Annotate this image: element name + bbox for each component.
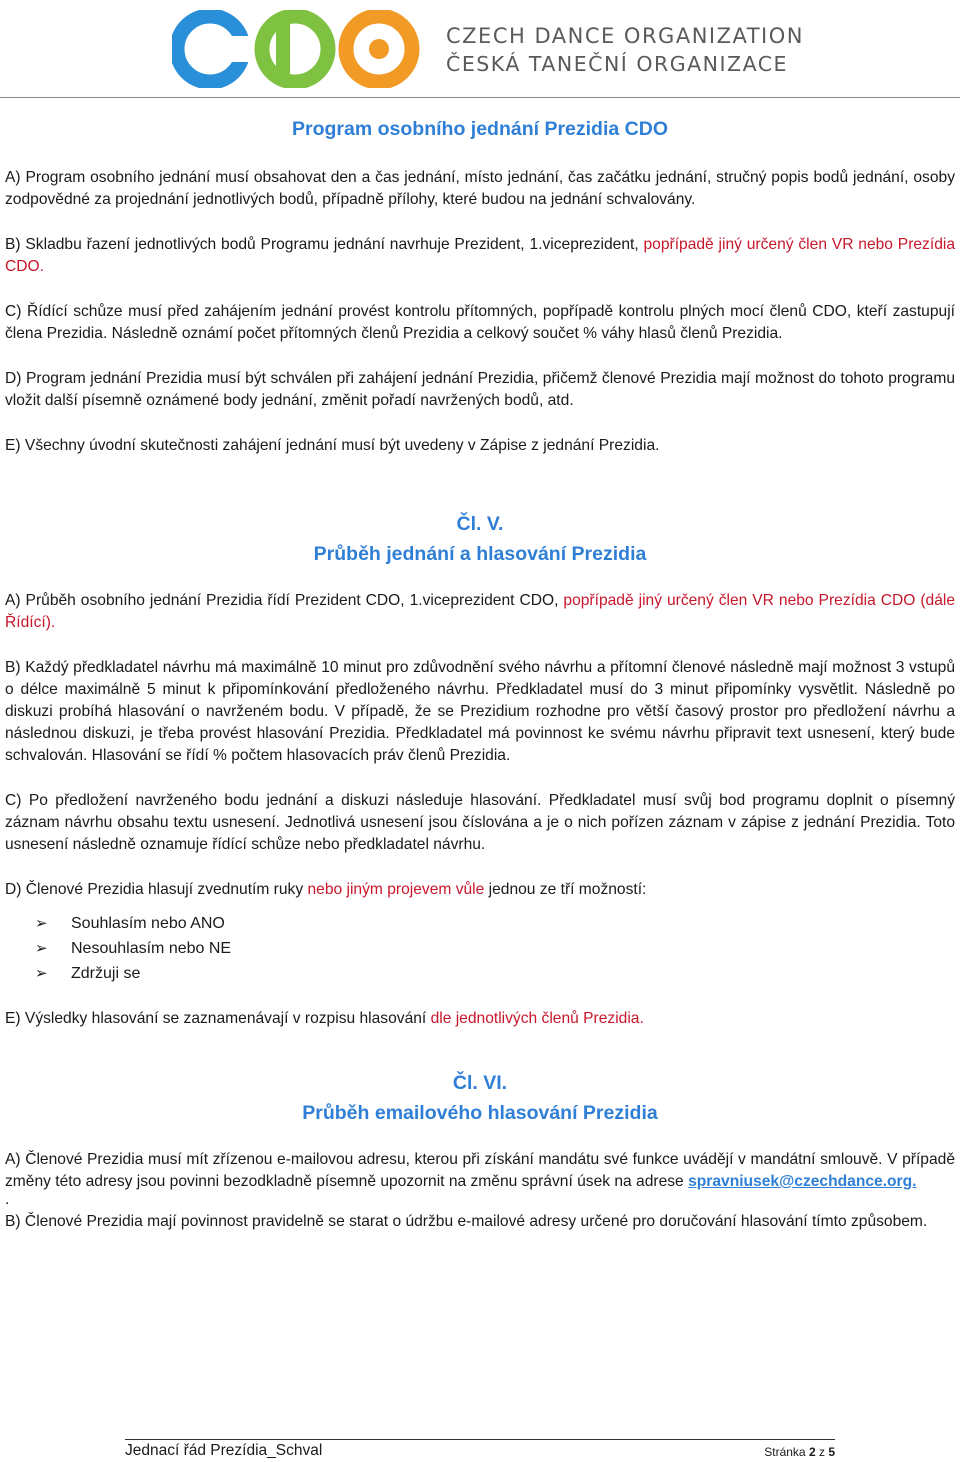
section-5-d-amendment: nebo jiným projevem vůle — [307, 881, 485, 898]
program-paragraph-d: D) Program jednání Prezidia musí být schválen při zahájení jednání Prezidia, přičemž členové Prezidia mají možnost do tohoto programu vložit další písemně oznámené body jednání, změnit pořadí navržených bodů, atd. — [5, 370, 955, 409]
section-5-heading — [5, 509, 955, 569]
voting-options-list — [5, 911, 955, 986]
program-paragraph-b — [5, 234, 955, 278]
footer-document-name: Jednací řád Prezídia_Schval — [125, 1442, 323, 1459]
page-current: 2 — [808, 1445, 816, 1459]
section-6-title: Průběh emailového hlasování Prezidia — [302, 1102, 658, 1124]
page-of: z — [818, 1445, 825, 1459]
voting-option-label: Nesouhlasím nebo NE — [71, 940, 232, 957]
section-5-title: Průběh jednání a hlasování Prezidia — [313, 543, 647, 565]
voting-option-label: Souhlasím nebo ANO — [71, 915, 225, 932]
program-paragraph-c: C) Řídící schůze musí před zahájením jednání provést kontrolu přítomných, popřípadě kontrolu plných mocí členů CDO, kteří zastupují člena Prezidia. Následně oznámí počet přítomných členů Prezidia a celkový součet % váhy hlasů členů Prezidia. — [5, 303, 955, 342]
section-5-d-text-2: jednou ze tří možností: — [484, 881, 647, 898]
section-6-paragraph-b: B) Členové Prezidia mají povinnost pravidelně se starat o údržbu e-mailové adresy určené pro doručování hlasování tímto způsobem. — [5, 1213, 928, 1230]
organization-name-cs: ČESKÁ TANEČNÍ ORGANIZACE — [446, 52, 788, 76]
section-5-number: Čl. V. — [456, 513, 504, 535]
section-5-e-amendment: dle jednotlivých členů Prezidia. — [430, 1010, 644, 1027]
section-6-paragraph-a — [5, 1149, 955, 1193]
stray-period: . — [5, 1191, 10, 1208]
section-6-a-text: A) Členové Prezidia musí mít zřízenou e-mailovou adresu, kterou při získání mandátu své funkce uvádějí v mandátní smlouvě. V případě změny této adresy jsou povinni bezodkladně písemně upozornit na změnu správní úsek na adrese — [5, 1151, 955, 1190]
program-title: Program osobního jednání Prezidia CDO — [292, 118, 668, 140]
program-paragraph-a: A) Program osobního jednání musí obsahovat den a čas jednání, místo jednání, čas začátku jednání, stručný popis bodů jednání, osoby zodpovědné za projednání jednotlivých bodů, případně přílohy, které budou na jednání schvalovány. — [5, 169, 955, 208]
arrow-bullet-icon: ➢ — [35, 915, 48, 932]
arrow-bullet-icon: ➢ — [35, 940, 48, 957]
section-5-paragraph-a — [5, 590, 955, 634]
section-6-heading — [5, 1068, 955, 1128]
section-5-paragraph-b: B) Každý předkladatel návrhu má maximálně 10 minut pro zdůvodnění svého návrhu a přítomní členové následně mají možnost 3 vstupů o délce maximálně 5 minut k připomínkování předloženého návrhu. Předkladatel musí do 3 minut připomínky vysvětlit. Následně po diskuzi probíhá hlasování o navrženém bodu. V případě, že se Prezidium rozhodne pro větší časový prostor pro předložení návrhu a následnou diskuzi, je třeba provést hlasování Prezidia. Předkladatel má povinnost ke svému návrhu připravit text usnesení, který bude schvalován. Hlasování se řídí % počtem hlasovacích práv členů Prezidia. — [5, 659, 955, 764]
section-5-e-text: E) Výsledky hlasování se zaznamenávají v rozpisu hlasování — [5, 1010, 431, 1027]
header-divider — [0, 97, 960, 98]
program-paragraph-e: E) Všechny úvodní skutečnosti zahájení jednání musí být uvedeny v Zápise z jednání Prezidia. — [5, 437, 660, 454]
voting-option-no — [35, 936, 955, 961]
email-link[interactable]: spravniusek@czechdance.org. — [688, 1173, 917, 1190]
voting-option-abstain — [35, 961, 955, 986]
cdo-logo-icon — [172, 10, 422, 88]
section-5-a-text: A) Průběh osobního jednání Prezidia řídí Prezident CDO, 1.viceprezident CDO, — [5, 592, 564, 609]
document-body — [5, 116, 955, 1256]
section-5-a-amendment: popřípadě jiný určený člen VR nebo Prezídia CDO (dále Řídící). — [5, 592, 956, 631]
voting-option-label: Zdržuji se — [71, 965, 141, 982]
footer-page-number — [764, 1445, 835, 1459]
program-b-text: B) Skladbu řazení jednotlivých bodů Programu jednání navrhuje Prezident, 1.viceprezident, — [5, 236, 644, 253]
organization-name — [446, 22, 804, 78]
section-5-paragraph-c: C) Po předložení navrženého bodu jednání a diskuzi následuje hlasování. Předkladatel musí svůj bod programu doplnit o písemný záznam návrhu obsahu textu usnesení. Jednotlivá usnesení jsou číslována a je o nich pořízen záznam v zápise z jednání Prezidia. Toto usnesení následně oznamuje řídící schůze nebo předkladatel návrhu. — [5, 792, 955, 853]
section-5-paragraph-d — [5, 879, 955, 901]
program-b-amendment: popřípadě jiný určený člen VR nebo Prezídia CDO. — [5, 236, 955, 275]
arrow-bullet-icon: ➢ — [35, 965, 48, 982]
page-total: 5 — [828, 1445, 835, 1459]
footer-divider — [125, 1439, 835, 1440]
section-5-d-text-1: D) Členové Prezidia hlasují zvednutím ruky — [5, 881, 308, 898]
section-5-paragraph-e — [5, 1008, 955, 1030]
organization-name-en: CZECH DANCE ORGANIZATION — [446, 24, 804, 48]
page-label: Stránka — [764, 1445, 806, 1459]
document-header — [0, 0, 960, 98]
voting-option-yes — [35, 911, 955, 936]
section-6-number: Čl. VI. — [452, 1072, 508, 1094]
